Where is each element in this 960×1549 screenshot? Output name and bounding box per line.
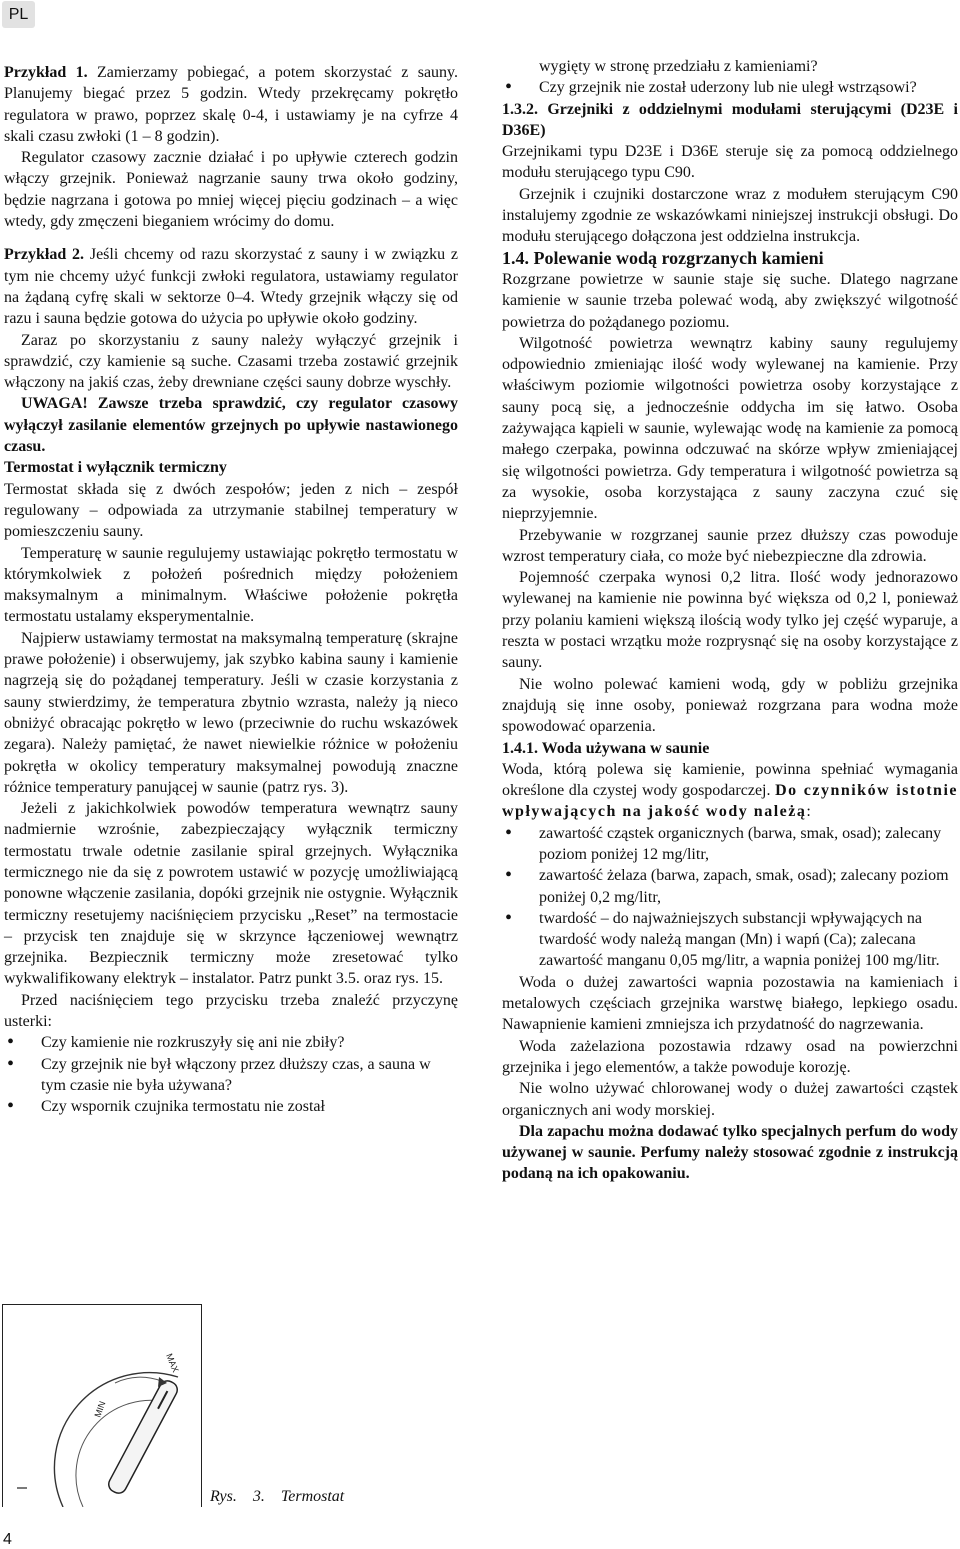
fault-check-list-continued	[502, 77, 958, 98]
example-2-label: Przykład 2.	[4, 246, 85, 264]
section-1-3-2-heading: 1.3.2. Grzejniki z oddzielnymi modułami sterującymi (D23E i D36E)	[502, 100, 958, 139]
list-item: • zawartość cząstek organicznych (barwa, smak, osad); zalecany poziom poniżej 12 mg/litr,	[502, 823, 958, 866]
section-1-4-paragraph-2: Wilgotność powietrza wewnątrz kabiny sauny regulujemy odpowiednio zmieniając ilość wody wylewanej na kamienie. Przy właściwym poziomie wilgotności powietrza osoby korzystające z sauny pocą się, a jednocześnie oddycha im się łatwo. Osoba zażywająca kąpieli w saunie, wylewając wodę na kamienie za pomocą małego czerpaka, powinna odczuwać na skórze wpływ zmieniającej się wilgotności powietrza. Gdy temperatura i wilgotność powietrza są za wysokie, osoba korzystająca z sauny zaczyna czuć się nieprzyjemnie.	[502, 334, 958, 523]
section-1-4-paragraph-3: Przebywanie w rozgrzanej saunie przez dłuższy czas powoduje wzrost temperatury ciała, co może być niebezpieczne dla zdrowia.	[502, 526, 958, 565]
language-tag: PL	[2, 1, 35, 28]
list-item: • Czy wspornik czujnika termostatu nie został	[4, 1096, 458, 1117]
list-item: • Czy kamienie nie rozkruszyły się ani nie zbiły?	[4, 1032, 458, 1053]
example-1	[4, 62, 458, 147]
section-1-4-1-paragraph-3: Woda zażelaziona pozostawia rdzawy osad na powierzchni grzejnika i jego elementów, a także powoduje korozję.	[502, 1037, 958, 1076]
thermostat-paragraph-3: Najpierw ustawiamy termostat na maksymalną temperaturę (skrajne prawe położenie) i obserwujemy, jak szybko kabina sauny i kamienie nagrzeją się do pożądanej temperatury. Jeśli w czasie korzystania z sauny stwierdzimy, że temperatura zbytnio wzrasta, należy ją nieco obniżyć obracając pokrętło w lewo (przeciwnie do ruchu wskazówek zegara). Należy pamiętać, że nawet niewielkie różnice w położeniu pokrętła w okolicy temperatury maksymalnej powodują znaczne różnice temperatury panującej w saunie (patrz rys. 3).	[4, 629, 458, 796]
list-item: • Czy grzejnik nie był włączony przez dłuższy czas, a sauna w tym czasie nie była używana?	[4, 1054, 458, 1097]
page-number: 4	[3, 1531, 12, 1548]
list-item: • zawartość żelaza (barwa, zapach, smak, osad); zalecany poziom poniżej 0,2 mg/litr,	[502, 865, 958, 908]
example-2-text: Jeśli chcemy od razu skorzystać z sauny i w związku z tym nie chcemy użyć funkcji zwłoki regulatora, ustawiamy regulator na żądaną cyfrę skali w sektorze 0–4. Wtedy grzejnik włączy się od razu i sauna będzie gotowa do użycia po upływie około godziny.	[4, 246, 459, 328]
section-1-4-heading: 1.4. Polewanie wodą rozgrzanych kamieni	[502, 247, 824, 268]
max-label: MAX	[164, 1352, 181, 1374]
water-factors-colon: :	[806, 803, 811, 821]
warning-paragraph: UWAGA! Zawsze trzeba sprawdzić, czy regulator czasowy wyłączył zasilanie elementów grzejnych po upływie nastawionego czasu.	[4, 395, 458, 456]
section-1-3-2-paragraph-1: Grzejnikami typu D23E i D36E steruje się za pomocą oddzielnego modułu sterującego typu C90.	[502, 143, 958, 182]
example-1-label: Przykład 1.	[4, 64, 88, 81]
water-requirements-text: Woda, którą polewa się kamienie, powinna spełniać wymagania określone dla czystej wody gospodarczej.	[502, 760, 958, 800]
example-1-paragraph-2: Regulator czasowy zacznie działać i po upływie czterech godzin włączy grzejnik. Ponieważ nagrzanie sauny trwa około godziny, będzie nagrzana i gotowa po mniej więcej pięciu godzinach – a więc wtedy, gdy zmęczeni bieganiem wrócimy do domu.	[4, 149, 458, 231]
list-item: • Czy grzejnik nie został uderzony lub nie uległ wstrząsowi?	[502, 77, 958, 98]
thermostat-paragraph-1: Termostat składa się z dwóch zespołów; jeden z nich – zespół regulowany – odpowiada za utrzymanie stabilnej temperatury w pomieszczeniu sauny.	[4, 480, 458, 541]
figure-caption: Rys. 3. Termostat	[210, 1488, 345, 1505]
section-1-4-1-heading: 1.4.1. Woda używana w saunie	[502, 739, 710, 757]
thermostat-paragraph-5: Przed naciśnięciem tego przycisku trzeba znaleźć przyczynę usterki:	[4, 991, 458, 1031]
example-2	[4, 244, 458, 329]
list-continuation: wygięty w stronę przedziału z kamieniami?	[539, 58, 818, 75]
water-quality-list	[502, 823, 958, 972]
fault-check-list	[4, 1032, 458, 1117]
section-1-4-paragraph-4: Pojemność czerpaka wynosi 0,2 litra. Ilość wody jednorazowo wylewanej na kamienie nie powinna być większa od 0,2 l, ponieważ przy polaniu kamieni większą ilością wody tylko jej część wyparuje, a reszta w postaci wrzątku może rozprysnąć się na osoby korzystające z sauny.	[502, 569, 958, 672]
section-1-4-1-paragraph-4: Nie wolno używać chlorowanej wody o dużej zawartości cząstek organicznych ani wody morskiej.	[502, 1080, 958, 1119]
thermostat-figure	[2, 1304, 202, 1507]
thermostat-dial-illustration	[3, 1305, 201, 1507]
min-label: MIN	[92, 1399, 108, 1419]
thermostat-heading: Termostat i wyłącznik termiczny	[4, 459, 227, 477]
list-item: • twardość – do najważniejszych substancji wpływających na twardość wody należą mangan (Mn) i wapń (Ca); zalecana zawartość manganu 0,05 mg/litr, a wapnia poniżej 100 mg/litr.	[502, 908, 958, 972]
section-1-4-paragraph-1: Rozgrzane powietrze w saunie staje się suche. Dlatego nagrzane kamienie w saunie trzeba polewać wodą, aby zwiększyć wilgotność powietrza do pożądanego poziomu.	[502, 270, 958, 331]
section-1-3-2-paragraph-2: Grzejnik i czujniki dostarczone wraz z modułem sterującym C90 instalujemy zgodnie ze wskazówkami niniejszej instrukcji obsługi. Do modułu sterującego dołączona jest oddzielna instrukcja.	[502, 185, 958, 246]
thermostat-paragraph-4: Jeżeli z jakichkolwiek powodów temperatura wewnątrz sauny nadmiernie wzrośnie, zabezpieczający wyłącznik termiczny termostatu trwale odetnie zasilanie spiral grzejnych. Wyłącznika termicznego nie da się z powrotem ustawić w pozycję umożliwiającą ponowne włączenie zasilania, dopóki grzejnik nie ostygnie. Wyłącznik termiczny resetujemy naciśnięciem przycisku „Reset” na termostacie – przycisk ten znajduje się w skrzynce łączeniowej wewnątrz grzejnika. Bezpiecznik termiczny może zresetować tylko wykwalifikowany elektryk – instalator. Patrz punkt 3.5. oraz rys. 15.	[4, 800, 458, 988]
left-column	[4, 62, 458, 1118]
dial-knob	[106, 1378, 180, 1496]
thermostat-paragraph-2: Temperaturę w saunie regulujemy ustawiając pokrętło termostatu w którymkolwiek z położeń pośrednich między położeniem maksymalnym a minimalnym. Właściwe położenie pokrętła termostatu ustalamy eksperymentalnie.	[4, 544, 458, 626]
example-1-text: Zamierzamy pobiegać, a potem skorzystać z sauny. Planujemy biegać przez 5 godzin. Wtedy przekręcamy pokrętło regulatora w prawo, poprzez skalę 0-4, i ustawiamy je na cyfrze 4 skali czasu zwłoki (1 – 8 godzin).	[4, 64, 459, 145]
water-factors-lead: Do czynników istotnie wpływających na jakość wody należą	[502, 782, 958, 821]
section-1-4-paragraph-5: Nie wolno polewać kamieni wodą, gdy w pobliżu grzejnika znajdują się inne osoby, ponieważ rozgrzana para wodna może spowodować oparzenia.	[502, 675, 958, 736]
scale-arc	[115, 1377, 161, 1383]
section-1-4-1-paragraph-1	[502, 759, 958, 823]
section-1-4-1-paragraph-5: Dla zapachu można dodawać tylko specjalnych perfum do wody używanej w saunie. Perfumy należy stosować zgodnie z instrukcją podaną na ich opakowaniu.	[502, 1122, 958, 1183]
after-sauna-paragraph: Zaraz po skorzystaniu z sauny należy wyłączyć grzejnik i sprawdzić, czy kamienie są suche. Czasami trzeba zostawić grzejnik włączony na jakiś czas, żeby drewniane części sauny dobrze wyschły.	[4, 331, 458, 392]
right-column	[502, 56, 958, 1185]
section-1-4-1-paragraph-2: Woda o dużej zawartości wapnia pozostawia na kamieniach i metalowych częściach grzejnika warstwę białego, lepkiego osadu. Nawapnienie kamieni zmniejsza ich przydatność do nagrzewania.	[502, 973, 958, 1034]
